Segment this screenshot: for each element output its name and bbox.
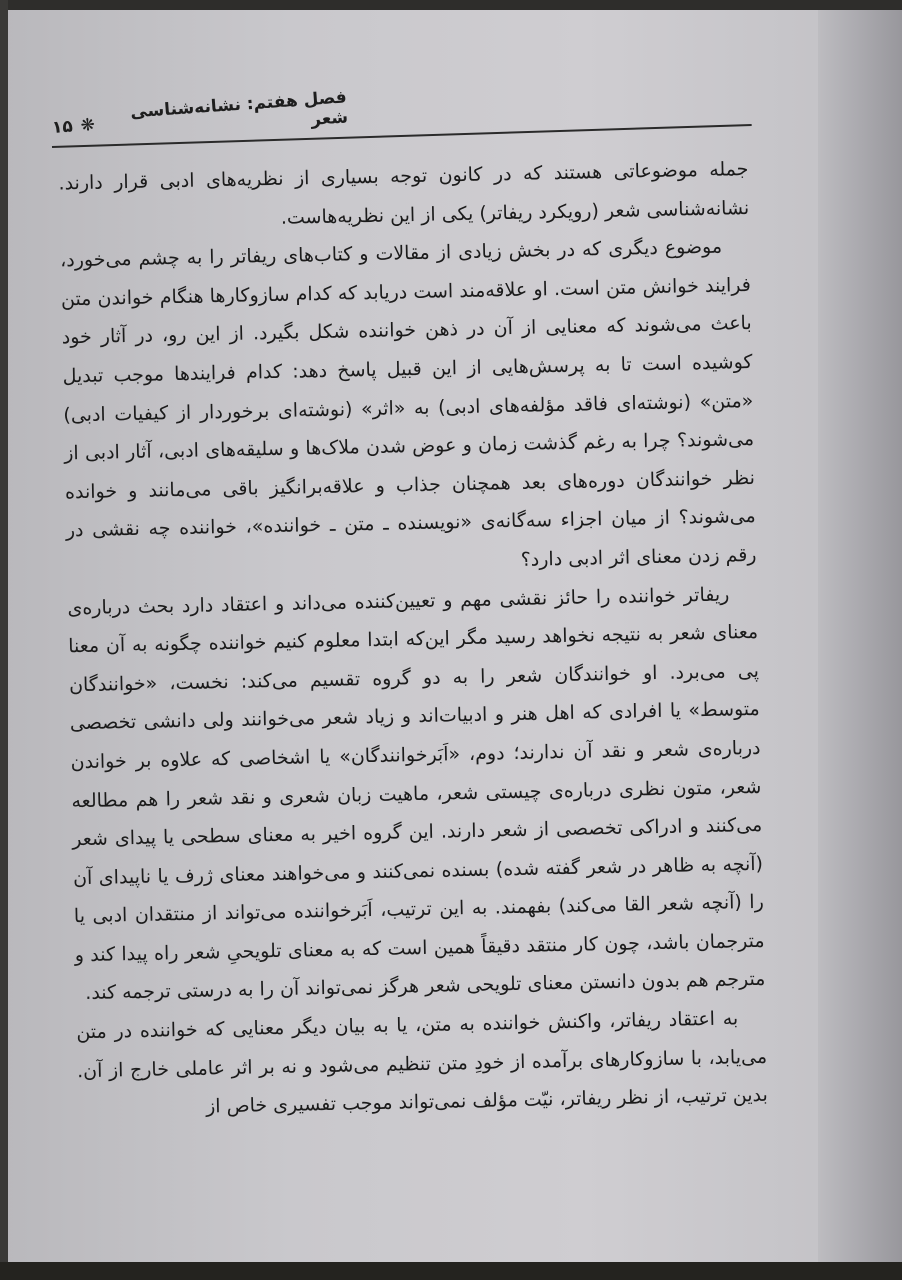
- background-left: [0, 0, 8, 1280]
- background-bottom: [0, 1262, 902, 1280]
- paragraph-4: به اعتقاد ریفاتر، واکنش خواننده به متن، یا به بیان دیگر معنایی که خواننده در متن می‌یابد، با سازوکارهای برآمده از خودِ متن تنظیم می‌شود و نه بر اثر عاملی خارج از آن. بدین ترتیب، از نظر ریفاتر، نیّت مؤلف نمی‌تواند موجب تفسیری خاص از: [76, 1007, 769, 1118]
- page-edge-shadow: [818, 0, 902, 1280]
- paragraph-1: جمله موضوعاتی هستند که در کانون توجه بسیاری از نظریه‌های ادبی قرار دارند. نشانه‌شناسی شعر (رویکرد ریفاتر) یکی از این نظریه‌هاست.: [58, 157, 750, 229]
- paragraph-3: ریفاتر خواننده را حائز نقشی مهم و تعیین‌کننده می‌داند و اعتقاد دارد بحث درباره‌ی معنای شعر به نتیجه نخواهد رسید مگر این‌که ابتدا معلوم کنیم خواننده چگونه به آن معنا پی می‌برد. او خوانندگان شعر را به دو گروه تقسیم می‌کند: نخست، «خوانندگان متوسط» یا افرادی که اهل هنر و ادبیات‌اند و زیاد شعر می‌خوانند ولی دانشی تخصصی درباره‌ی شعر و نقد آن ندارند؛ دوم، «اَبَرخوانندگان» یا اشخاصی که علاوه بر خواندن شعر، متون نظری درباره‌ی چیستی شعر، ماهیت زبان شعری و نقد شعر را هم مطالعه می‌کنند و ادراکی تخصصی از شعر دارند. این گروه اخیر به معنای سطحی یا پیدای شعر (آنچه به ظاهر در شعر گفته شده) بسنده نمی‌کنند و می‌خواهند معنای ژرف یا ناپیدای آن را (آنچه شعر القا می‌کند) بفهمند. به این ترتیب، اَبَرخواننده می‌تواند از منتقدان ادبی یا مترجمان باشد، چون کار منتقد دقیقاً همین است که به معنای تلویحیِ شعر راه پیدا کند و مترجم هم بدون دانستن معنای تلویحی شعر هرگز نمی‌تواند آن را به درستی ترجمه کند.: [67, 583, 766, 1005]
- body-text: [58, 150, 768, 1129]
- chapter-title: فصل هفتم: نشانه‌شناسی شعر: [129, 87, 349, 130]
- page-number: ۱۵: [51, 116, 74, 138]
- ornament-icon: ❋: [79, 115, 96, 136]
- background-top: [0, 0, 902, 10]
- paragraph-2: موضوع دیگری که در بخش زیادی از مقالات و کتاب‌های ریفاتر را به چشم می‌خورد، فرایند خوانش متن است. او علاقه‌مند است دریابد که کدام سازوکارها هنگام خواندن متن باعث می‌شوند که معنایی از آن در ذهن خواننده شکل بگیرد. از این رو، در آثار خود کوشیده است تا به پرسش‌هایی از این قبیل پاسخ دهد: کدام فرایندها موجب تبدیل «متن» (نوشته‌ای فاقد مؤلفه‌های ادبی) به «اثر» (نوشته‌ای برخوردار از کیفیات ادبی) می‌شوند؟ چرا به رغم گذشت زمان و عوض شدن ملاک‌ها و سلیقه‌های ادبی، آثار ادبی از نظر خوانندگان دوره‌های بعد همچنان جذاب و علاقه‌برانگیز باقی می‌مانند و خوانده می‌شوند؟ از میان اجزاء سه‌گانه‌ی «نویسنده ـ متن ـ خواننده»، خواننده چه نقشی در رقم زدن معنای اثر ادبی دارد؟: [59, 235, 757, 571]
